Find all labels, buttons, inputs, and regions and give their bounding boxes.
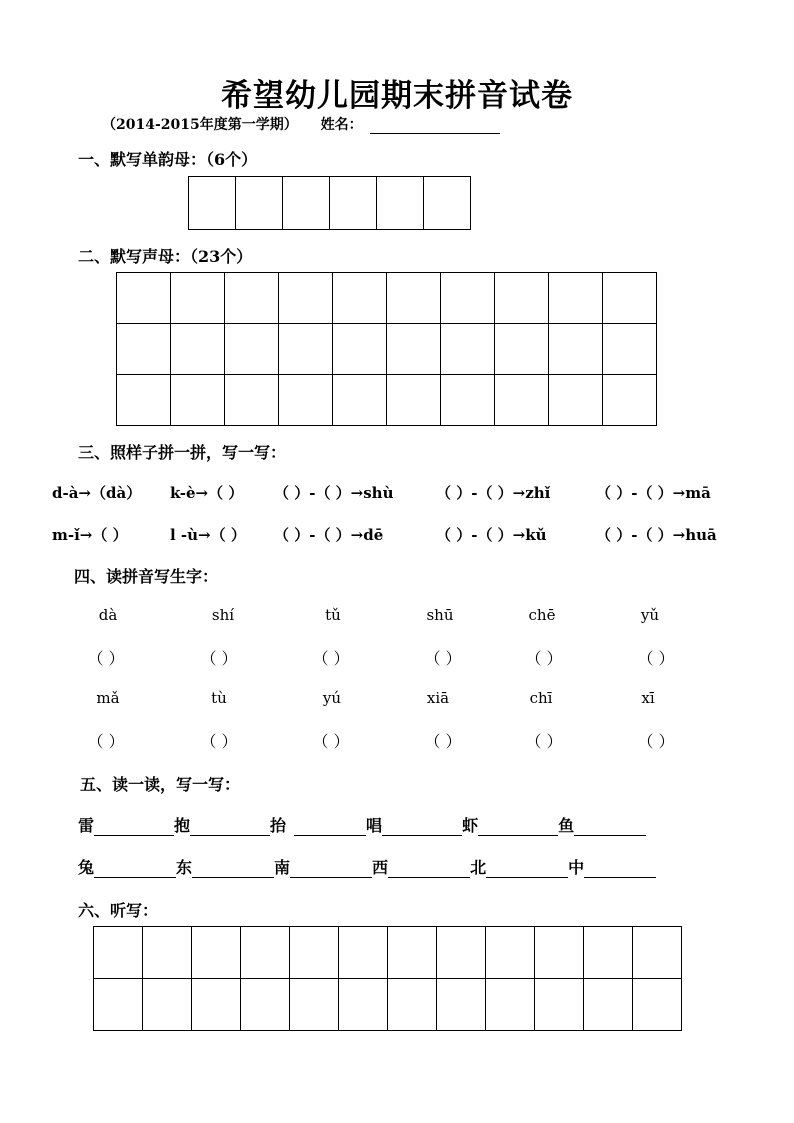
grid-cell[interactable] <box>143 927 192 979</box>
grid-cell[interactable] <box>117 375 171 426</box>
grid-cell[interactable] <box>584 927 633 979</box>
grid-cell[interactable] <box>633 979 682 1031</box>
section-5-heading: 五、读一读，写一写： <box>80 775 241 794</box>
exercise-item[interactable]: （ ）-（ ）→dē <box>274 526 384 544</box>
grid-cell[interactable] <box>387 324 441 375</box>
word-char: 鱼 <box>558 816 575 835</box>
grid-cell[interactable] <box>279 375 333 426</box>
page-title: 希望幼儿园期末拼音试卷 <box>221 78 573 114</box>
grid-cell[interactable] <box>388 927 437 979</box>
grid-cell[interactable] <box>441 273 495 324</box>
pinyin-label: shí <box>211 606 235 624</box>
grid-cell[interactable] <box>143 979 192 1031</box>
grid-cell[interactable] <box>535 979 584 1031</box>
subtitle <box>102 114 500 134</box>
pinyin-label: xī <box>641 689 655 707</box>
pinyin-label: yǔ <box>640 606 660 624</box>
word-char: 唱 <box>366 816 383 835</box>
answer-parens[interactable]: （ ） <box>525 649 563 668</box>
answer-blank[interactable] <box>192 860 274 878</box>
grid-cell[interactable] <box>486 979 535 1031</box>
answer-parens[interactable]: （ ） <box>424 732 462 751</box>
answer-parens[interactable]: （ ） <box>312 649 350 668</box>
grid-cell[interactable] <box>283 177 330 230</box>
section-1-heading: 一、默写单韵母：（6个） <box>78 150 258 169</box>
exercise-item[interactable]: d-à→（dà） <box>52 484 142 502</box>
grid-cell[interactable] <box>549 273 603 324</box>
exercise-item[interactable]: （ ）-（ ）→mā <box>596 484 711 502</box>
word-char: 北 <box>470 858 487 877</box>
answer-parens[interactable]: （ ） <box>200 732 238 751</box>
answer-blank[interactable] <box>94 818 174 836</box>
answer-blank[interactable] <box>290 860 372 878</box>
grid-cell[interactable] <box>603 375 657 426</box>
word-char: 雷 <box>78 816 95 835</box>
grid-cell[interactable] <box>549 375 603 426</box>
grid-cell[interactable] <box>330 177 377 230</box>
grid-cell[interactable] <box>290 927 339 979</box>
initials-grid <box>116 272 657 426</box>
section-3-heading: 三、照样子拼一拼，写一写： <box>78 443 287 462</box>
grid-cell[interactable] <box>387 273 441 324</box>
pinyin-label: dà <box>98 606 118 624</box>
answer-parens[interactable]: （ ） <box>312 732 350 751</box>
grid-cell[interactable] <box>241 979 290 1031</box>
pinyin-label: mǎ <box>96 689 120 707</box>
exercise-item[interactable]: k-è→（ ） <box>170 484 244 502</box>
answer-blank[interactable] <box>478 818 558 836</box>
exercise-item[interactable]: m-ǐ→（ ） <box>52 526 128 544</box>
pinyin-label: chī <box>529 689 553 707</box>
grid-cell[interactable] <box>339 979 388 1031</box>
grid-cell[interactable] <box>94 979 143 1031</box>
grid-cell[interactable] <box>94 927 143 979</box>
grid-cell[interactable] <box>279 324 333 375</box>
grid-cell[interactable] <box>117 273 171 324</box>
answer-blank[interactable] <box>294 818 366 836</box>
word-char: 抱 <box>174 816 191 835</box>
grid-cell[interactable] <box>388 979 437 1031</box>
answer-parens[interactable]: （ ） <box>424 649 462 668</box>
word-char: 兔 <box>78 858 95 877</box>
grid-cell[interactable] <box>495 324 549 375</box>
exercise-item[interactable]: （ ）-（ ）→huā <box>596 526 717 544</box>
exercise-item[interactable]: l -ù→（ ） <box>170 526 246 544</box>
exercise-item[interactable]: （ ）-（ ）→kǔ <box>436 526 547 544</box>
grid-cell[interactable] <box>225 324 279 375</box>
pinyin-label: shū <box>426 606 454 624</box>
vowel-grid <box>188 176 471 230</box>
answer-parens[interactable]: （ ） <box>637 649 675 668</box>
word-char: 虾 <box>462 816 479 835</box>
grid-cell[interactable] <box>192 979 241 1031</box>
term-label: （2014-2015年度第一学期） <box>102 117 298 133</box>
grid-cell[interactable] <box>387 375 441 426</box>
grid-cell[interactable] <box>236 177 283 230</box>
grid-cell[interactable] <box>441 324 495 375</box>
name-blank[interactable] <box>370 119 500 134</box>
answer-parens[interactable]: （ ） <box>87 649 125 668</box>
grid-cell[interactable] <box>171 375 225 426</box>
exercise-item[interactable]: （ ）-（ ）→shù <box>274 484 394 502</box>
word-char: 东 <box>176 858 193 877</box>
grid-cell[interactable] <box>437 927 486 979</box>
section-6-heading: 六、听写： <box>78 901 159 920</box>
word-row-2 <box>78 855 656 878</box>
grid-cell[interactable] <box>189 177 236 230</box>
grid-cell[interactable] <box>171 273 225 324</box>
answer-parens[interactable]: （ ） <box>637 732 675 751</box>
grid-cell[interactable] <box>441 375 495 426</box>
answer-parens[interactable]: （ ） <box>200 649 238 668</box>
grid-cell[interactable] <box>171 324 225 375</box>
exercise-3-row-2 <box>52 524 746 545</box>
grid-cell[interactable] <box>333 375 387 426</box>
grid-cell[interactable] <box>437 979 486 1031</box>
grid-cell[interactable] <box>339 927 388 979</box>
pinyin-label: chē <box>528 606 556 624</box>
grid-cell[interactable] <box>241 927 290 979</box>
grid-cell[interactable] <box>333 324 387 375</box>
pinyin-label: xiā <box>426 689 450 707</box>
grid-cell[interactable] <box>603 324 657 375</box>
dictation-grid <box>93 926 682 1031</box>
grid-cell[interactable] <box>424 177 471 230</box>
answer-blank[interactable] <box>94 860 176 878</box>
grid-cell[interactable] <box>486 927 535 979</box>
grid-cell[interactable] <box>549 324 603 375</box>
grid-cell[interactable] <box>279 273 333 324</box>
grid-cell[interactable] <box>584 979 633 1031</box>
answer-blank[interactable] <box>382 818 462 836</box>
word-char: 南 <box>274 858 291 877</box>
name-label: 姓名： <box>320 117 363 133</box>
grid-cell[interactable] <box>290 979 339 1031</box>
exercise-item[interactable]: （ ）-（ ）→zhǐ <box>436 484 551 502</box>
grid-cell[interactable] <box>495 273 549 324</box>
grid-cell[interactable] <box>117 324 171 375</box>
word-row-1 <box>78 813 646 836</box>
grid-cell[interactable] <box>603 273 657 324</box>
word-char: 中 <box>568 858 585 877</box>
grid-cell[interactable] <box>495 375 549 426</box>
pinyin-label: tù <box>211 689 227 707</box>
grid-cell[interactable] <box>225 273 279 324</box>
answer-blank[interactable] <box>190 818 270 836</box>
exercise-3-row-1 <box>52 482 746 503</box>
grid-cell[interactable] <box>377 177 424 230</box>
answer-blank[interactable] <box>574 818 646 836</box>
answer-blank[interactable] <box>584 860 656 878</box>
answer-blank[interactable] <box>486 860 568 878</box>
grid-cell[interactable] <box>633 927 682 979</box>
section-2-heading: 二、默写声母：（23个） <box>78 247 253 266</box>
answer-parens[interactable]: （ ） <box>525 732 563 751</box>
answer-parens[interactable]: （ ） <box>87 732 125 751</box>
word-char: 西 <box>372 858 389 877</box>
grid-cell[interactable] <box>535 927 584 979</box>
answer-blank[interactable] <box>388 860 470 878</box>
grid-cell[interactable] <box>333 273 387 324</box>
word-char: 抬 <box>270 816 287 835</box>
grid-cell[interactable] <box>225 375 279 426</box>
pinyin-label: tǔ <box>325 606 341 624</box>
section-4-heading: 四、读拼音写生字： <box>74 567 219 586</box>
grid-cell[interactable] <box>192 927 241 979</box>
pinyin-label: yú <box>322 689 342 707</box>
